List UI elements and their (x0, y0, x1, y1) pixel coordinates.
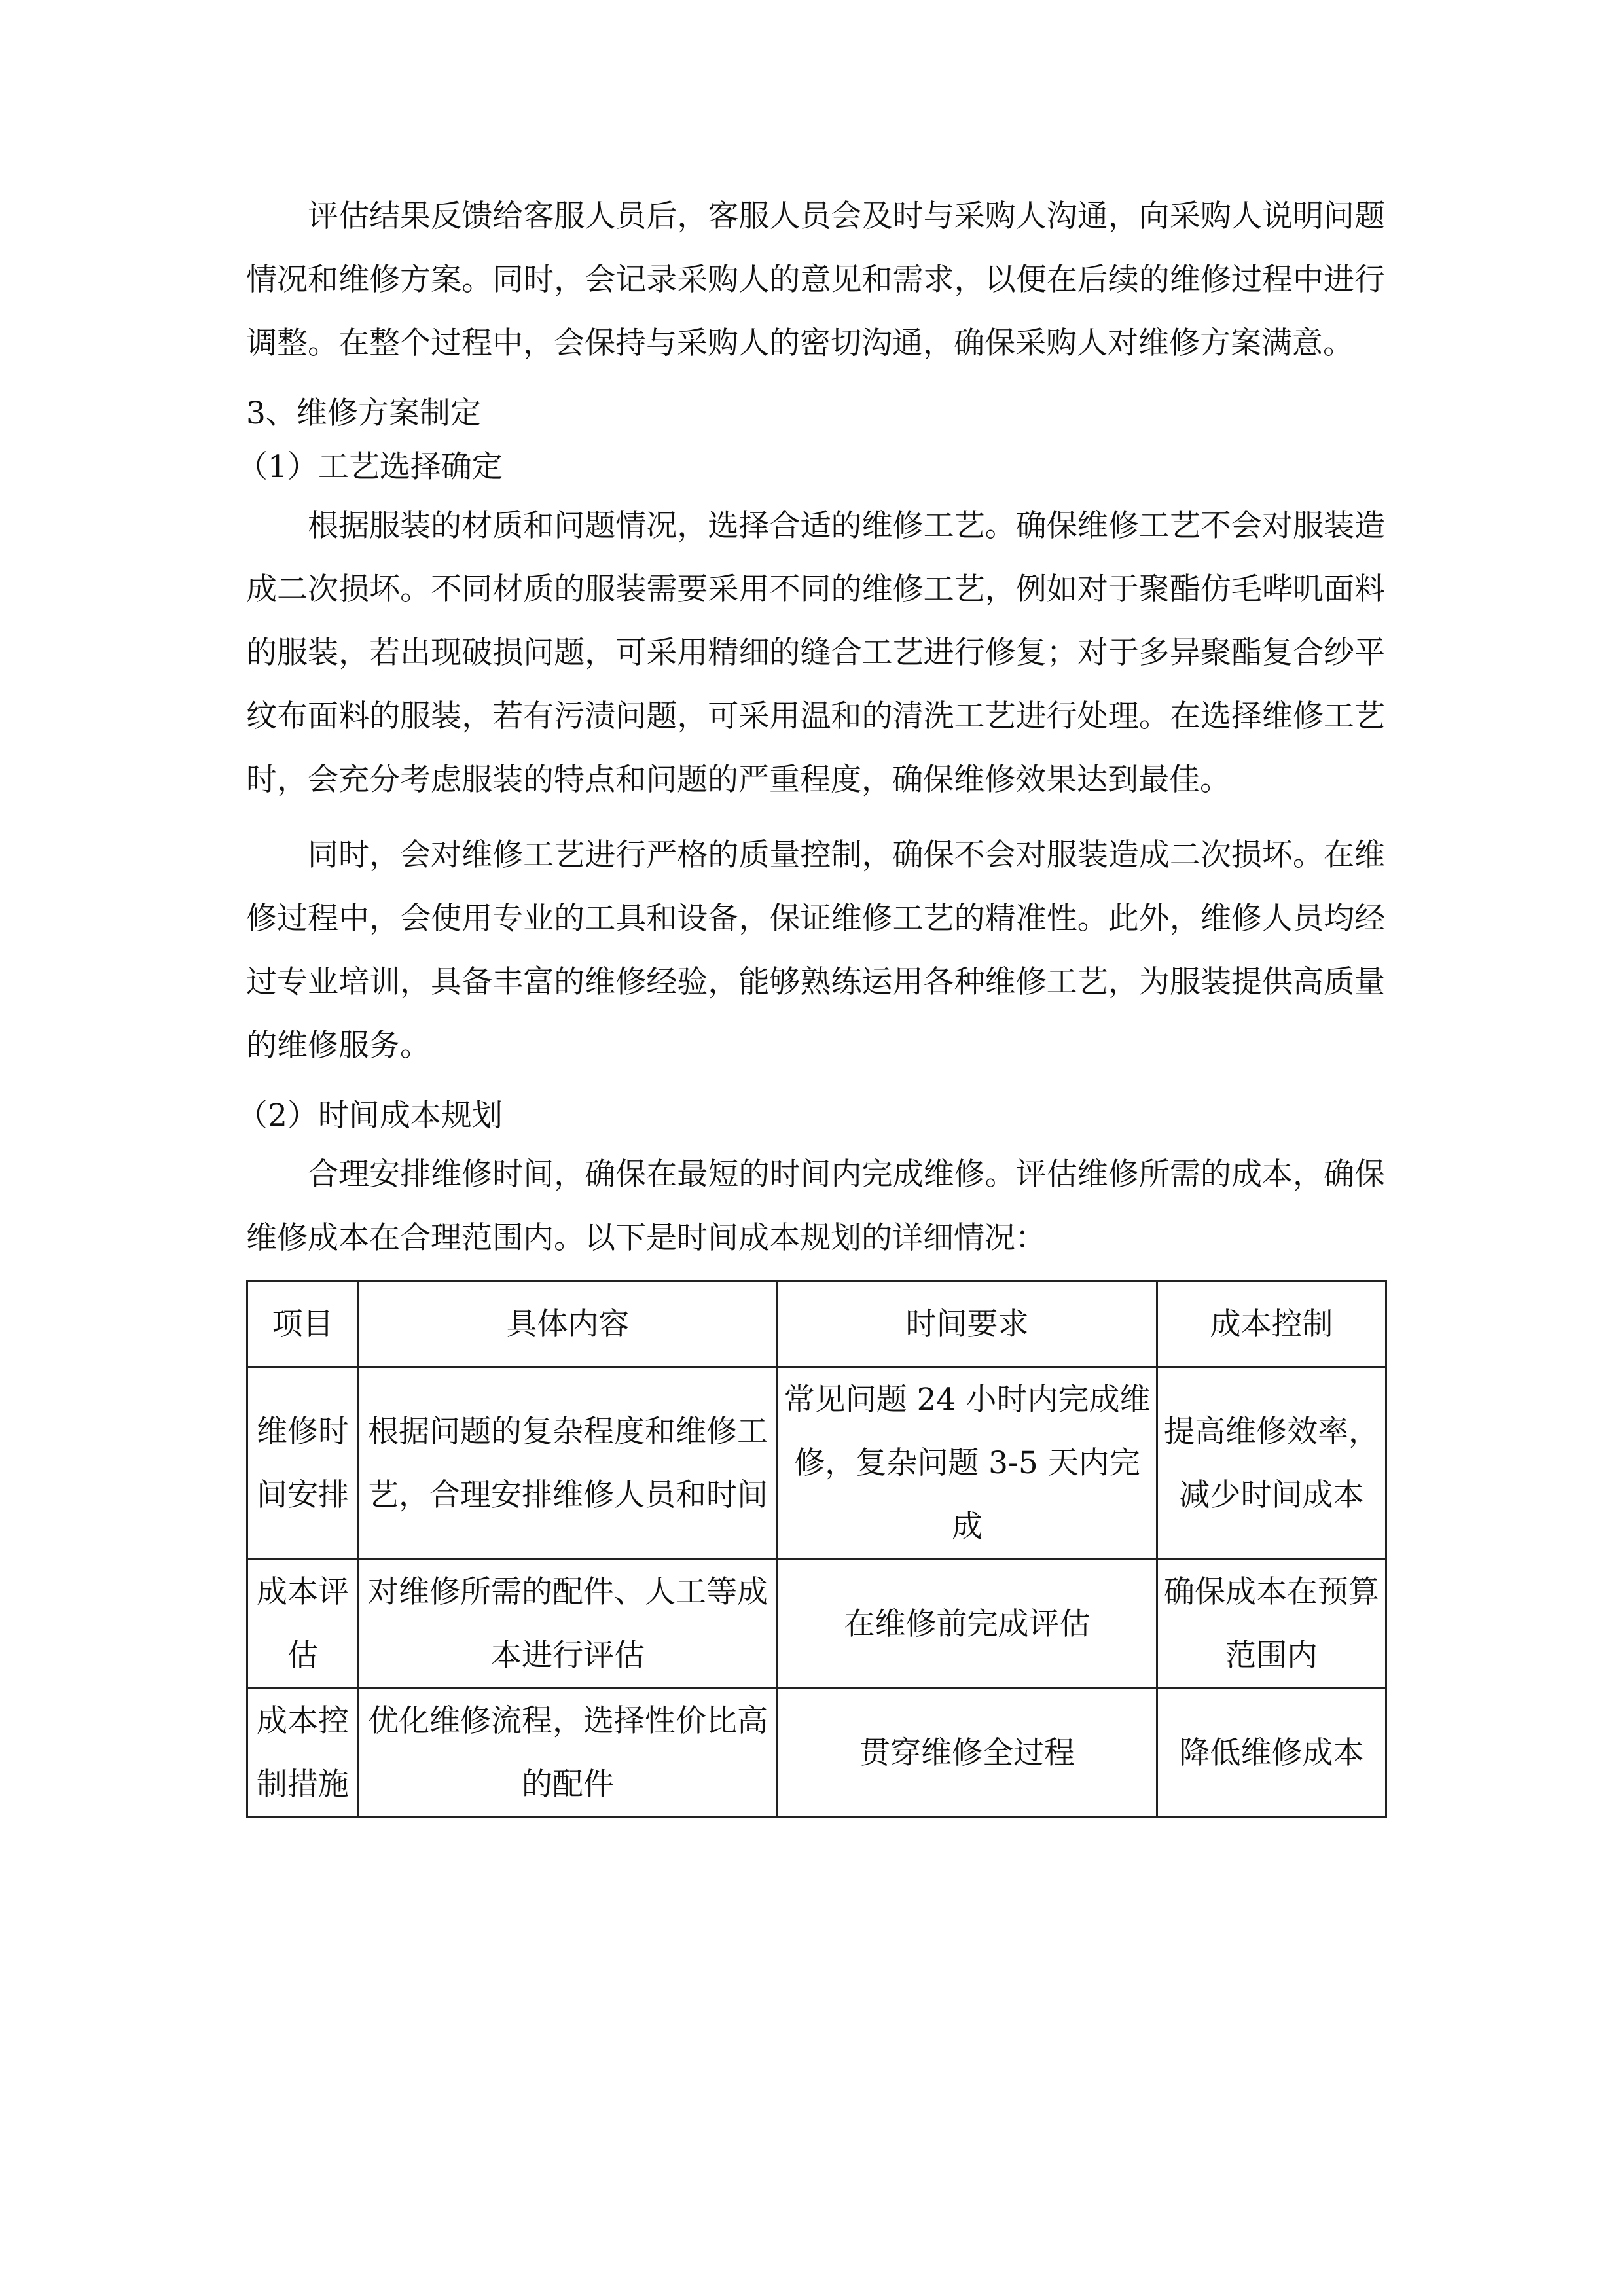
table-cell: 确保成本在预算范围内 (1157, 1560, 1386, 1689)
paragraph-quality-control: 同时，会对维修工艺进行严格的质量控制，确保不会对服装造成二次损坏。在维修过程中，会使用专业的工具和设备，保证维修工艺的精准性。此外，维修人员均经过专业培训，具备丰富的维修经验，能够熟练运用各种维修工艺，为服装提供高质量的维修服务。 (246, 837, 1385, 1064)
table-cell: 根据问题的复杂程度和维修工艺，合理安排维修人员和时间 (359, 1367, 778, 1560)
table-header-cell: 成本控制 (1157, 1282, 1386, 1367)
table-cell: 降低维修成本 (1157, 1689, 1386, 1818)
table-cell: 优化维修流程，选择性价比高的配件 (359, 1689, 778, 1818)
table-row (247, 1367, 1386, 1560)
table-cell: 提高维修效率，减少时间成本 (1157, 1367, 1386, 1560)
table-row (247, 1560, 1386, 1689)
table-cell: 贯穿维修全过程 (778, 1689, 1157, 1818)
paragraph-feedback: 评估结果反馈给客服人员后，客服人员会及时与采购人沟通，向采购人说明问题情况和维修方案。同时，会记录采购人的意见和需求，以便在后续的维修过程中进行调整。在整个过程中，会保持与采购人的密切沟通，确保采购人对维修方案满意。 (246, 198, 1385, 361)
table-cell: 对维修所需的配件、人工等成本进行评估 (359, 1560, 778, 1689)
table-header-cell: 项目 (247, 1282, 359, 1367)
subheading-process-selection: （1）工艺选择确定 (237, 449, 503, 485)
subheading-time-cost: （2）时间成本规划 (237, 1098, 503, 1134)
table-cell: 成本评估 (247, 1560, 359, 1689)
table-header-row (247, 1282, 1386, 1367)
table-header-cell: 具体内容 (359, 1282, 778, 1367)
table-cell: 在维修前完成评估 (778, 1560, 1157, 1689)
table-cell: 维修时间安排 (247, 1367, 359, 1560)
document-page (237, 185, 1385, 1818)
paragraph-time-cost: 合理安排维修时间，确保在最短的时间内完成维修。评估维修所需的成本，确保维修成本在合理范围内。以下是时间成本规划的详细情况： (246, 1157, 1385, 1256)
time-cost-table (246, 1280, 1387, 1818)
table-cell: 常见问题 24 小时内完成维修，复杂问题 3-5 天内完成 (778, 1367, 1157, 1560)
table-cell: 成本控制措施 (247, 1689, 359, 1818)
section-heading-repair-plan: 3、维修方案制定 (246, 395, 481, 431)
table-row (247, 1689, 1386, 1818)
table-header-cell: 时间要求 (778, 1282, 1157, 1367)
paragraph-process-selection: 根据服装的材质和问题情况，选择合适的维修工艺。确保维修工艺不会对服装造成二次损坏。不同材质的服装需要采用不同的维修工艺，例如对于聚酯仿毛哔叽面料的服装，若出现破损问题，可采用精细的缝合工艺进行修复；对于多异聚酯复合纱平纹布面料的服装，若有污渍问题，可采用温和的清洗工艺进行处理。在选择维修工艺时，会充分考虑服装的特点和问题的严重程度，确保维修效果达到最佳。 (246, 508, 1385, 798)
